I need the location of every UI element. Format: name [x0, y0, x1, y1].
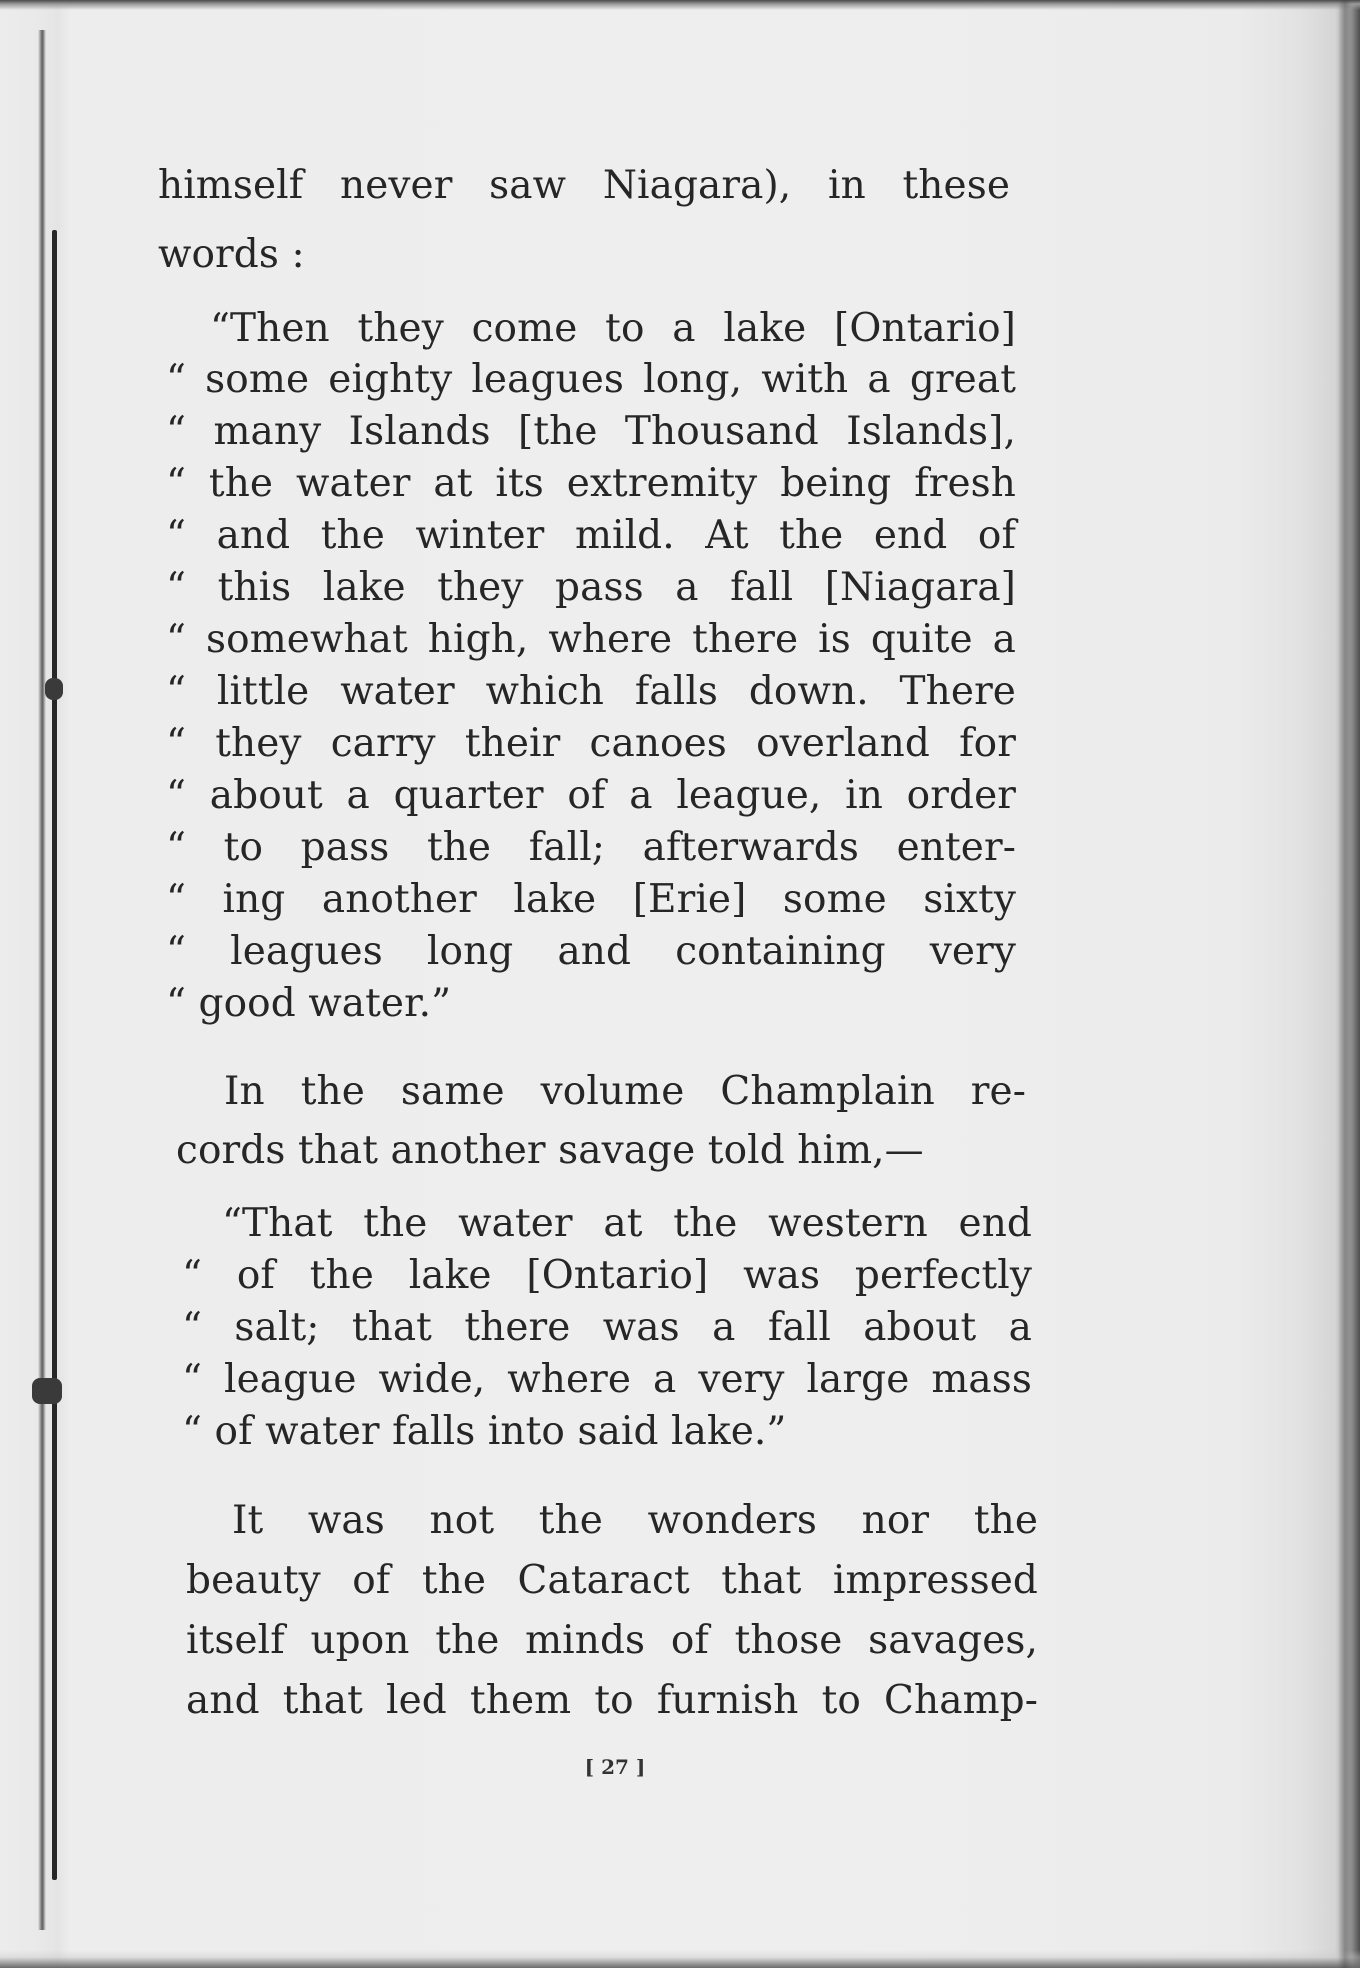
text-line: beauty of the Cataract that impressed [186, 1558, 1038, 1603]
quote-line: “ salt; that there was a fall about a [182, 1305, 1032, 1350]
quote-line: “ leagues long and containing very [166, 929, 1016, 974]
quote-line: “ of the lake [Ontario] was perfectly [182, 1253, 1032, 1298]
quote-line: “That the water at the western end [222, 1201, 1032, 1246]
text-line: cords that another savage told him,— [176, 1128, 924, 1173]
quote-line: “ ing another lake [Erie] some sixty [166, 877, 1016, 922]
text-line: In the same volume Champlain re- [224, 1069, 1026, 1114]
quote-line: “ they carry their canoes overland for [166, 721, 1016, 766]
quote-line: “ good water.” [166, 981, 452, 1026]
quote-line: “ some eighty leagues long, with a great [166, 357, 1016, 402]
quote-line: “ to pass the fall; afterwards enter- [166, 825, 1016, 870]
quote-line: “ this lake they pass a fall [Niagara] [166, 565, 1016, 610]
quote-line: “ about a quarter of a league, in order [166, 773, 1016, 818]
quote-line: “ little water which falls down. There [166, 669, 1016, 714]
text-line: himself never saw Niagara), in these [158, 163, 1010, 208]
quote-line: “ league wide, where a very large mass [182, 1357, 1032, 1402]
text-line: and that led them to furnish to Champ- [186, 1678, 1038, 1723]
page-number: [ 27 ] [584, 1755, 646, 1779]
quote-line: “ many Islands [the Thousand Islands], [166, 409, 1016, 454]
quote-line: “Then they come to a lake [Ontario] [210, 306, 1016, 351]
text-line: It was not the wonders nor the [232, 1498, 1038, 1543]
quote-line: “ the water at its extremity being fresh [166, 461, 1016, 506]
quote-line: “ and the winter mild. At the end of [166, 513, 1016, 558]
text-line: itself upon the minds of those savages, [186, 1618, 1038, 1663]
quote-line: “ somewhat high, where there is quite a [166, 617, 1016, 662]
text-line: words : [158, 232, 305, 277]
quote-line: “ of water falls into said lake.” [182, 1409, 787, 1454]
